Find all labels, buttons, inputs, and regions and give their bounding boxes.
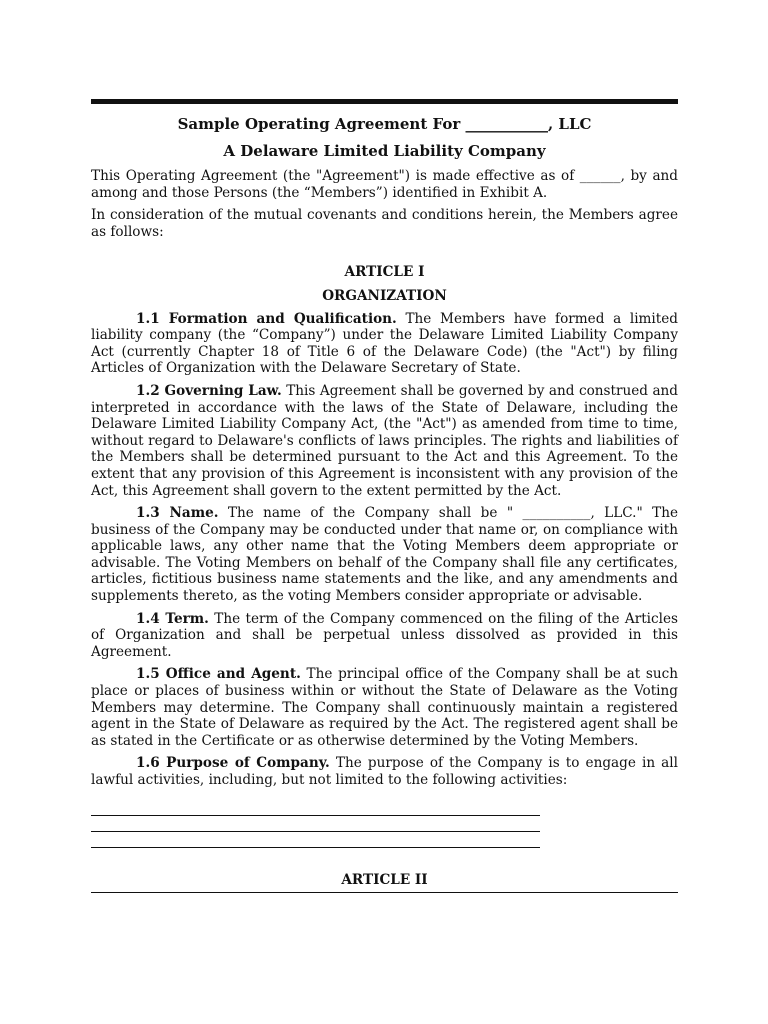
- section-1-2: [91, 383, 678, 499]
- section-1-3: [91, 505, 678, 605]
- document-subtitle: A Delaware Limited Liability Company: [223, 142, 546, 160]
- intro-paragraph-2: In consideration of the mutual covenants and conditions herein, the Members agree as follows:: [91, 207, 678, 240]
- section-1-6: [91, 755, 678, 788]
- intro-paragraph-1: This Operating Agreement (the "Agreement") is made effective as of ______, by and among and those Persons (the “Members”) identified in Exhibit A.: [91, 168, 678, 201]
- section-text: The Members have formed a limited liability company (the “Company”) under the Delaware Limited Liability Company Act (currently Chapter 18 of Title 6 of the Delaware Code) (the "Act") by filing Articles of Organization with the Delaware Secretary of State.: [91, 310, 678, 377]
- section-1-4: [91, 611, 678, 661]
- section-heading: 1.6 Purpose of Company.: [136, 755, 330, 772]
- section-heading: 1.1 Formation and Qualification.: [136, 310, 397, 327]
- blank-line: [91, 832, 540, 848]
- article-1-number: ARTICLE I: [344, 264, 425, 281]
- section-text: The principal office of the Company shall be at such place or places of business within or without the State of Delaware as the Voting Members may determine. The Company shall continuously maintain a registered agent in the State of Delaware as required by the Act. The registered agent shall be as stated in the Certificate or as otherwise determined by the Voting Members.: [91, 666, 679, 749]
- article-1-name: ORGANIZATION: [322, 287, 447, 304]
- section-1-1: [91, 311, 678, 377]
- section-heading: 1.2 Governing Law.: [136, 382, 282, 399]
- section-heading: 1.5 Office and Agent.: [136, 666, 301, 683]
- blank-line: [91, 800, 540, 816]
- top-rule: [91, 99, 678, 104]
- article-2-number: ARTICLE II: [341, 871, 428, 888]
- section-text: The purpose of the Company is to engage in all lawful activities, including, but not limited to the following activities:: [91, 755, 678, 788]
- section-text: This Agreement shall be governed by and construed and interpreted in accordance with the laws of the State of Delaware, including the Delaware Limited Liability Company Act, (the "Act") as amended from time to time, without regard to Delaware's conflicts of laws principles. The rights and liabilities of the Members shall be determined pursuant to the Act and this Agreement. To the extent that any provision of this Agreement is inconsistent with any provision of the Act, this Agreement shall govern to the extent permitted by the Act.: [91, 382, 678, 499]
- blank-line: [91, 816, 540, 832]
- section-text: The term of the Company commenced on the filing of the Articles of Organization and shall be perpetual unless dissolved as provided in this Agreement.: [91, 610, 679, 660]
- document-title: Sample Operating Agreement For ___________, LLC: [177, 115, 592, 133]
- section-1-5: [91, 666, 678, 749]
- purpose-blank-lines: [91, 800, 678, 848]
- section-heading: 1.4 Term.: [136, 610, 209, 627]
- section-heading: 1.3 Name.: [136, 505, 219, 522]
- section-text: The name of the Company shall be " __________, LLC." The business of the Company may be conducted under that name or, on compliance with applicable laws, any other name that the Voting Members deem appropriate or advisable. The Voting Members on behalf of the Company shall file any certificates, articles, fictitious business name statements and the like, and any amendments and supplements thereto, as the voting Members consider appropriate or advisable.: [91, 505, 678, 605]
- bottom-rule: [91, 892, 678, 893]
- document-page: [91, 99, 678, 893]
